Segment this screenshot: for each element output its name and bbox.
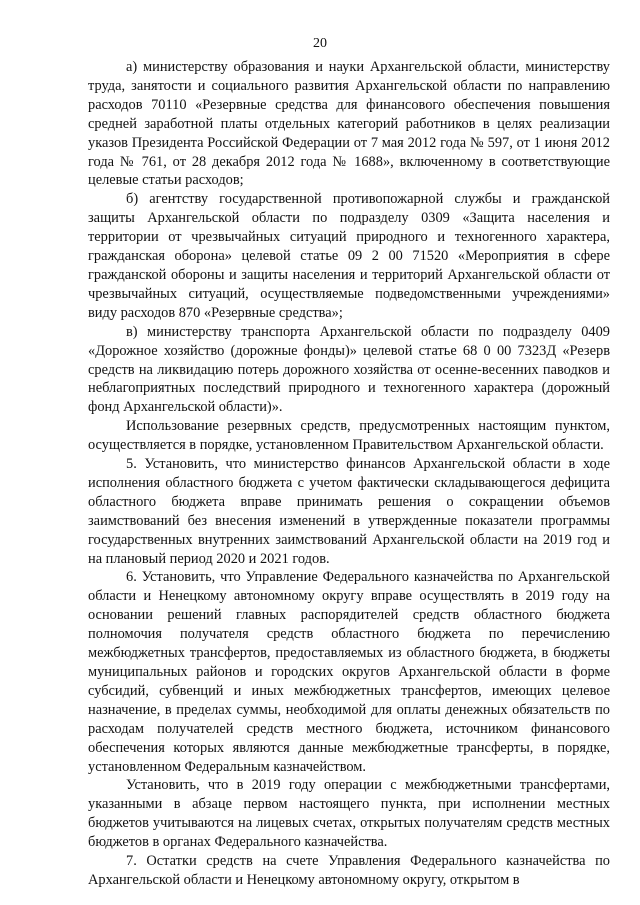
paragraph-6-continued: Установить, что в 2019 году операции с межбюджетными трансфертами, указанными в абзаце первом настоящего пункта, при исполнении местных бюджетов учитываются на лицевых счетах, открытых получателям средств местных бюджетов в органах Федерального казначейства.: [88, 777, 610, 851]
paragraph-6: 6. Установить, что Управление Федерального казначейства по Архангельской области и Ненецкому автономному округу вправе осуществлять в 2019 году на основании решений главных распорядителей средств областного бюджета полномочия получателя средств областного бюджета по перечислению межбюджетных трансфертов, предоставляемых из областного бюджета, в бюджеты муниципальных районов и городских округов Архангельской области в форме субсидий, субвенций и иных межбюджетных трансфертов, имеющих целевое назначение, в пределах суммы, необходимой для оплаты денежных обязательств по расходам получателей средств местного бюджета, источником финансового обеспечения которых являются данные межбюджетные трансферты, в порядке, установленном Федеральным казначейством.: [88, 569, 610, 775]
page-number: 20: [313, 36, 327, 51]
body-text: [88, 58, 610, 890]
paragraph-4a: а) министерству образования и науки Архангельской области, министерству труда, занятости и социального развития Архангельской области по направлению расходов 70110 «Резервные средства для финансового обеспечения повышения средней заработной платы отдельных категорий работников в целях реализации указов Президента Российской Федерации от 7 мая 2012 года № 597, от 1 июня 2012 года № 761, от 28 декабря 2012 года № 1688», включенному в соответствующие целевые статьи расходов;: [88, 59, 610, 189]
paragraph-5: 5. Установить, что министерство финансов Архангельской области в ходе исполнения областного бюджета с учетом фактически складывающегося дефицита областного бюджета вправе принимать решения о сокращении объемов заимствований без внесения изменений в утвержденные показатели программы государственных внутренних заимствований Архангельской области на 2019 год и на плановый период 2020 и 2021 годов.: [88, 456, 610, 567]
paragraph-7: 7. Остатки средств на счете Управления Федерального казначейства по Архангельской области и Ненецкому автономному округу, открытом в: [88, 853, 610, 888]
paragraph-4b: б) агентству государственной противопожарной службы и гражданской защиты Архангельской области по подразделу 0309 «Защита населения и территории от чрезвычайных ситуаций природного и техногенного характера, гражданская оборона» целевой статье 09 2 00 71520 «Мероприятия в сфере гражданской обороны и защиты населения и территорий Архангельской области от чрезвычайных ситуаций, осуществляемые подведомственными учреждениями» виду расходов 870 «Резервные средства»;: [88, 191, 610, 321]
paragraph-4c: в) министерству транспорта Архангельской области по подразделу 0409 «Дорожное хозяйство (дорожные фонды)» целевой статье 68 0 00 7323Д «Резерв средств на ликвидацию потерь дорожного хозяйства от осенне-весенних паводков и неблагоприятных последствий природного и техногенного характера (дорожный фонд Архангельской области)».: [88, 323, 610, 416]
paragraph-reserve-usage: Использование резервных средств, предусмотренных настоящим пунктом, осуществляется в порядке, установленном Правительством Архангельской области.: [88, 418, 610, 454]
